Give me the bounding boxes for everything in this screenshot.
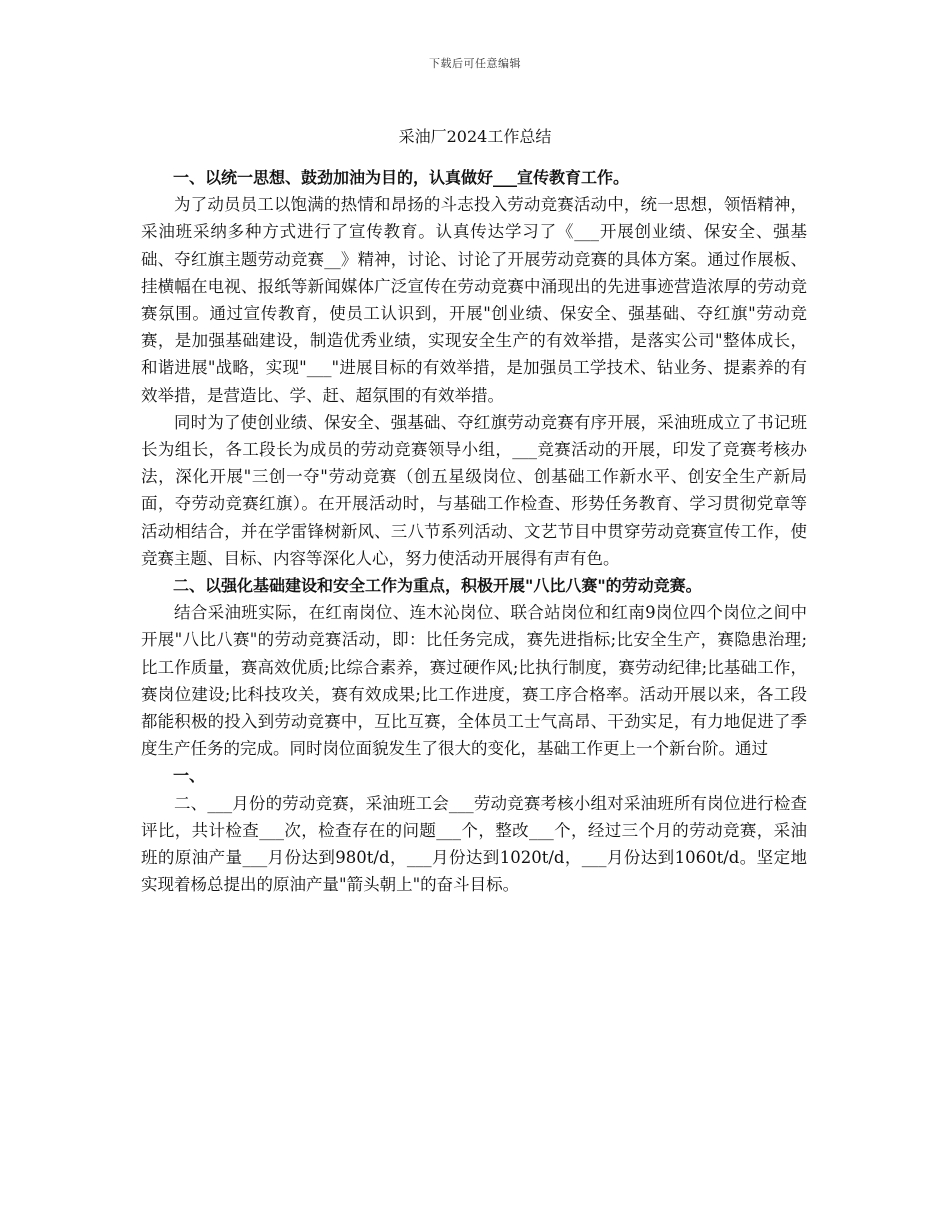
section-heading-2: 二、以强化基础建设和安全工作为重点，积极开展"八比八赛"的劳动竞赛。	[173, 576, 702, 596]
body-paragraph-3: 结合采油班实际，在红南岗位、连木沁岗位、联合站岗位和红南9岗位四个岗位之间中开展"八比八赛"的劳动竞赛活动，即：比任务完成，赛先进指标;比安全生产，赛隐患治理;比工作质量，赛高效优质;比综合素养，赛过硬作风;比执行制度，赛劳动纪律;比基础工作，赛岗位建设;比科技攻关，赛有效成果;比工作进度，赛工序合格率。活动开展以来，各工段都能积极的投入到劳动竞赛中，互比互赛，全体员工士气高昂、干劲实足，有力地促进了季度生产任务的完成。同时岗位面貌发生了很大的变化，基础工作更上一个新台阶。通过	[141, 603, 807, 759]
body-paragraph-4: 二、___月份的劳动竞赛，采油班工会___劳动竞赛考核小组对采油班所有岗位进行检查评比，共计检查___次，检查存在的问题___个，整改___个，经过三个月的劳动竞赛，采油班的原油产量___月份达到980t/d，___月份达到1020t/d，___月份达到1060t/d。坚定地实现着杨总提出的原油产量"箭头朝上"的奋斗目标。	[141, 793, 807, 895]
header-note: 下载后可任意编辑	[429, 57, 521, 70]
body-paragraph-1: 为了动员员工以饱满的热情和昂扬的斗志投入劳动竞赛活动中，统一思想，领悟精神，采油班采纳多种方式进行了宣传教育。认真传达学习了《___开展创业绩、保安全、强基础、夺红旗主题劳动竞赛__》精神，讨论、讨论了开展劳动竞赛的具体方案。通过作展板、挂横幅在电视、报纸等新闻媒体广泛宣传在劳动竞赛中涌现出的先进事迹营造浓厚的劳动竞赛氛围。通过宣传教育，使员工认识到，开展"创业绩、保安全、强基础、夺红旗"劳动竞赛，是加强基础建设，制造优秀业绩，实现安全生产的有效举措，是落实公司"整体成长，和谐进展"战略，实现"___"进展目标的有效举措，是加强员工学技术、钻业务、提素养的有效举措，是营造比、学、赶、超氛围的有效举措。	[141, 195, 807, 405]
document-body	[141, 164, 807, 898]
body-paragraph-2: 同时为了使创业绩、保安全、强基础、夺红旗劳动竞赛有序开展，采油班成立了书记班长为组长，各工段长为成员的劳动竞赛领导小组，___竞赛活动的开展，印发了竞赛考核办法，深化开展"三创一夺"劳动竞赛（创五星级岗位、创基础工作新水平、创安全生产新局面，夺劳动竞赛红旗）。在开展活动时，与基础工作检查、形势任务教育、学习贯彻党章等活动相结合，并在学雷锋树新风、三八节系列活动、文艺节目中贯穿劳动竞赛宣传工作，使竞赛主题、目标、内容等深化人心，努力使活动开展得有声有色。	[141, 412, 807, 568]
section-heading-1: 一、以统一思想、鼓劲加油为目的，认真做好___宣传教育工作。	[173, 168, 630, 187]
document-title: 采油厂2024工作总结	[398, 127, 552, 146]
section-heading-3: 一、	[173, 766, 206, 786]
